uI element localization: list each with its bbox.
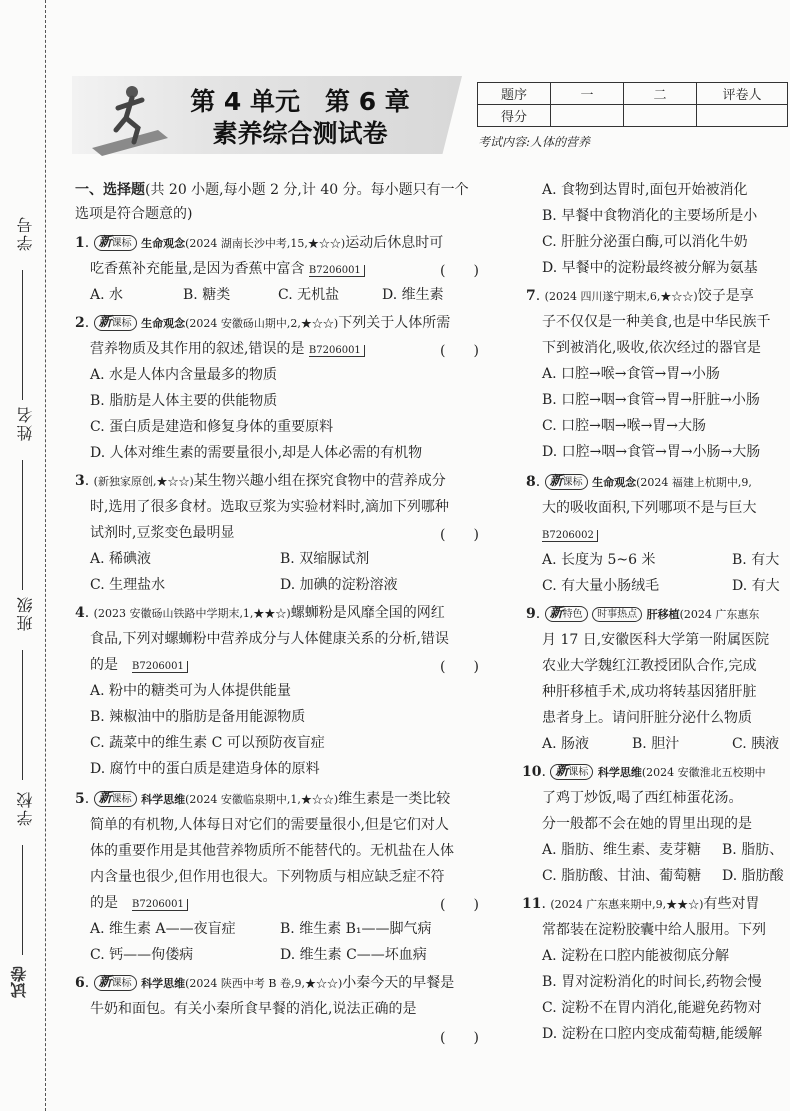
option-d[interactable]: D. 口腔→咽→食管→胃→小肠→大肠: [542, 444, 761, 460]
right-column: [522, 170, 790, 1070]
option-b[interactable]: B. 双缩脲试剂: [280, 551, 370, 567]
option-b[interactable]: B. 有大: [732, 552, 780, 568]
school-blank: [22, 845, 23, 955]
option-c[interactable]: C. 蔬菜中的维生素 C 可以预防夜盲症: [90, 735, 325, 751]
section-instructions: (共 20 小题,每小题 2 分,计 40 分。每小题只有一个: [145, 182, 469, 198]
option-b[interactable]: B. 脂肪、: [722, 842, 784, 858]
option-a[interactable]: A. 肠液: [542, 736, 590, 752]
option-c[interactable]: C. 脂肪酸、甘油、葡萄糖: [542, 868, 702, 884]
question-5-line5: 的是 B7206001: [90, 893, 188, 915]
section-instructions-line2: 选项是符合题意的): [75, 206, 193, 222]
answer-blank[interactable]: ( ): [440, 1030, 479, 1046]
answer-blank[interactable]: ( ): [440, 659, 479, 675]
question-5-line2: 简单的有机物,人体每日对它们的需要量很小,但是它们对人: [90, 817, 449, 833]
score-table-cell: 评卷人: [697, 83, 788, 105]
score-table-cell: 一: [551, 83, 624, 105]
option-b[interactable]: B. 脂肪是人体主要的供能物质: [90, 393, 278, 409]
question-4-line3: 的是 B7206001: [90, 655, 188, 677]
question-11: 11. (2024 广东惠来期中,9,★★☆)有些对胃: [522, 896, 760, 912]
runner-illustration-icon: [88, 78, 173, 156]
option-a[interactable]: A. 口腔→喉→食管→胃→小肠: [542, 366, 720, 382]
question-6: 6. 新课标 科学思维(2024 陕西中考 B 卷,9,★☆☆)小秦今天的早餐是: [75, 975, 455, 991]
hot-topic-badge: 时事热点: [592, 607, 642, 622]
section-title: 一、选择题: [75, 182, 145, 198]
question-number: 3: [75, 473, 85, 489]
score-input-cell[interactable]: [697, 105, 788, 127]
label-class: 班级: [16, 595, 35, 631]
question-source: (2024 安徽临泉期中,1,★☆☆): [185, 793, 339, 806]
question-text: 下列关于人体所需: [338, 315, 451, 331]
question-source: (2023 安徽砀山铁路中学期末,1,★★☆): [93, 607, 291, 620]
question-text: 某生物兴趣小组在探究食物中的营养成分: [193, 473, 446, 489]
option-d[interactable]: D. 加碘的淀粉溶液: [280, 577, 398, 593]
score-table-cell: 题序: [478, 83, 551, 105]
question-9: 9. 新特色 时事热点 肝移植(2024 广东惠东: [526, 606, 760, 622]
resource-code: B7206001: [309, 345, 365, 357]
option-b[interactable]: B. 口腔→咽→食管→胃→肝脏→小肠: [542, 392, 760, 408]
question-text: 运动后休息时可: [345, 235, 444, 251]
label-student-id: 学号: [16, 215, 35, 251]
question-9-line2: 农业大学魏红江教授团队合作,完成: [542, 658, 757, 674]
question-9-line3: 种肝移植手术,成功将转基因猪肝脏: [542, 684, 757, 700]
competency-tag: 生命观念: [141, 237, 186, 250]
question-source: (新独家原创,★☆☆): [93, 475, 194, 488]
option-a[interactable]: A. 长度为 5~6 米: [542, 552, 656, 568]
question-2-line2: 营养物质及其作用的叙述,错误的是 B7206001: [90, 339, 365, 361]
binding-dashed-line: [45, 0, 46, 1111]
option-a[interactable]: A. 水: [90, 287, 124, 303]
option-d[interactable]: D. 人体对维生素的需要量很小,却是人体必需的有机物: [90, 445, 423, 461]
option-c[interactable]: C. 蛋白质是建造和修复身体的重要原料: [90, 419, 334, 435]
option-c[interactable]: C. 无机盐: [278, 287, 340, 303]
option-a[interactable]: A. 粉中的糖类可为人体提供能量: [90, 683, 292, 699]
question-source: (2024 湖南长沙中考,15,★☆☆): [185, 237, 346, 250]
score-table-cell: 二: [624, 83, 697, 105]
question-3-line2: 时,选用了很多食材。选取豆浆为实验材料时,滴加下列哪种: [90, 499, 449, 515]
option-b[interactable]: B. 早餐中食物消化的主要场所是小: [542, 208, 758, 224]
option-b[interactable]: B. 糖类: [183, 287, 231, 303]
competency-tag: 科学思维: [141, 793, 186, 806]
question-5-line3: 体的重要作用是其他营养物质所不能替代的。无机盐在人体: [90, 843, 454, 859]
option-c[interactable]: C. 生理盐水: [90, 577, 166, 593]
answer-blank[interactable]: ( ): [440, 527, 479, 543]
question-1-line2: 吃香蕉补充能量,是因为香蕉中富含 B7206001: [90, 259, 365, 281]
option-d[interactable]: D. 早餐中的淀粉最终被分解为氨基: [542, 260, 758, 276]
question-7-line3: 下到被消化,吸收,依次经过的器官是: [542, 340, 761, 356]
question-text: 小秦今天的早餐是: [342, 975, 455, 991]
option-b[interactable]: B. 辣椒油中的脂肪是备用能源物质: [90, 709, 306, 725]
question-10: 10. 新课标 科学思维(2024 安徽淮北五校期中: [522, 764, 766, 780]
question-8: 8. 新课标 生命观念(2024 福建上杭期中,9,: [526, 474, 752, 490]
question-number: 1: [75, 235, 85, 251]
score-table: [477, 82, 788, 127]
question-number: 5: [75, 791, 85, 807]
option-b[interactable]: B. 维生素 B₁——脚气病: [280, 921, 432, 937]
option-a[interactable]: A. 食物到达胃时,面包开始被消化: [542, 182, 748, 198]
competency-tag: 科学思维: [141, 977, 186, 990]
option-a[interactable]: A. 脂肪、维生素、麦芽糖: [542, 842, 702, 858]
score-input-cell[interactable]: [551, 105, 624, 127]
question-text: 维生素是一类比较: [338, 791, 451, 807]
option-a[interactable]: A. 稀碘液: [90, 551, 152, 567]
new-feature-badge: 新特色: [545, 606, 588, 622]
option-b[interactable]: B. 胆汁: [632, 736, 680, 752]
option-d[interactable]: D. 维生素: [382, 287, 444, 303]
option-c[interactable]: C. 胰液: [732, 736, 780, 752]
question-source: (2024 安徽砀山期中,2,★☆☆): [185, 317, 339, 330]
question-text: 螺蛳粉是风靡全国的网红: [290, 605, 445, 621]
new-curriculum-badge: 新课标: [94, 315, 137, 331]
option-b[interactable]: B. 胃对淀粉消化的时间长,药物会慢: [542, 974, 762, 990]
competency-tag: 生命观念: [141, 317, 186, 330]
page-title-line1: 第 4 单元 第 6 章: [190, 87, 410, 116]
new-curriculum-badge: 新课标: [545, 474, 588, 490]
label-school: 学校: [16, 790, 35, 826]
question-4-line2: 食品,下列对螺蛳粉中营养成分与人体健康关系的分析,错误: [90, 631, 449, 647]
answer-blank[interactable]: ( ): [440, 897, 479, 913]
question-7: 7. (2024 四川遂宁期末,6,★☆☆)饺子是享: [526, 288, 754, 304]
new-curriculum-badge: 新课标: [94, 791, 137, 807]
question-source: (2024 陕西中考 B 卷,9,★☆☆): [185, 977, 343, 990]
question-10-line1: 了鸡丁炒饭,喝了西红柿蛋花汤。: [542, 790, 743, 806]
resource-code: B7206001: [309, 265, 365, 277]
resource-code: B7206002: [542, 524, 598, 546]
question-7-line2: 子不仅仅是一种美食,也是中华民族千: [542, 314, 771, 330]
label-name: 姓名: [16, 405, 35, 441]
brand-logo: 试卷: [10, 966, 29, 998]
question-5-line4: 内含量也很少,但作用也很大。下列物质与相应缺乏症不符: [90, 869, 445, 885]
new-curriculum-badge: 新课标: [94, 235, 137, 251]
option-c[interactable]: C. 淀粉不在胃内消化,能避免药物对: [542, 1000, 762, 1016]
option-d[interactable]: D. 脂肪酸: [722, 868, 784, 884]
option-c[interactable]: C. 肝脏分泌蛋白酶,可以消化牛奶: [542, 234, 748, 250]
option-a[interactable]: A. 维生素 A——夜盲症: [90, 921, 236, 937]
question-1: 1. 新课标 生命观念(2024 湖南长沙中考,15,★☆☆)运动后休息时可: [75, 235, 444, 251]
question-number: 4: [75, 605, 85, 621]
new-curriculum-badge: 新课标: [550, 764, 593, 780]
resource-code: B7206001: [132, 899, 188, 911]
option-c[interactable]: C. 有大量小肠绒毛: [542, 578, 660, 594]
option-c[interactable]: C. 钙——佝偻病: [90, 947, 194, 963]
option-d[interactable]: D. 有大: [732, 578, 780, 594]
option-a[interactable]: A. 水是人体内含量最多的物质: [90, 367, 278, 383]
question-number: 2: [75, 315, 85, 331]
question-8-line2: 大的吸收面积,下列哪项不是与巨大: [542, 500, 757, 516]
score-table-cell: 得分: [478, 105, 551, 127]
name-blank: [22, 460, 23, 590]
resource-code: B7206001: [132, 661, 188, 673]
option-c[interactable]: C. 口腔→咽→喉→胃→大肠: [542, 418, 707, 434]
new-curriculum-badge: 新课标: [94, 975, 137, 991]
page-title-line2: 素养综合测试卷: [212, 119, 388, 148]
option-d[interactable]: D. 淀粉在口腔内变成葡萄糖,能缓解: [542, 1026, 763, 1042]
question-2: 2. 新课标 生命观念(2024 安徽砀山期中,2,★☆☆)下列关于人体所需: [75, 315, 451, 331]
question-3-line3: 试剂时,豆浆变色最明显: [90, 525, 235, 541]
question-4: 4. (2023 安徽砀山铁路中学期末,1,★★☆)螺蛳粉是风靡全国的网红: [75, 605, 445, 621]
student-id-blank: [22, 270, 23, 400]
question-6-line2: 牛奶和面包。有关小秦所食早餐的消化,说法正确的是: [90, 1001, 417, 1017]
question-10-line2: 分一般都不会在她的胃里出现的是: [542, 816, 752, 832]
score-input-cell[interactable]: [624, 105, 697, 127]
answer-blank[interactable]: ( ): [440, 263, 479, 279]
question-11-line2: 常都装在淀粉胶囊中给人服用。下列: [542, 922, 766, 938]
answer-blank[interactable]: ( ): [440, 343, 479, 359]
option-a[interactable]: A. 淀粉在口腔内能被彻底分解: [542, 948, 730, 964]
question-9-line4: 患者身上。请问肝脏分泌什么物质: [542, 710, 752, 726]
question-3: 3. (新独家原创,★☆☆)某生物兴趣小组在探究食物中的营养成分: [75, 473, 446, 489]
question-5: 5. 新课标 科学思维(2024 安徽临泉期中,1,★☆☆)维生素是一类比较: [75, 791, 451, 807]
section-heading: [75, 180, 469, 200]
option-d[interactable]: D. 腐竹中的蛋白质是建造身体的原料: [90, 761, 320, 777]
question-9-line1: 月 17 日,安徽医科大学第一附属医院: [542, 632, 770, 648]
question-number: 6: [75, 975, 85, 991]
exam-scope: 考试内容:人体的营养: [478, 135, 591, 149]
class-blank: [22, 650, 23, 780]
option-d[interactable]: D. 维生素 C——坏血病: [280, 947, 427, 963]
